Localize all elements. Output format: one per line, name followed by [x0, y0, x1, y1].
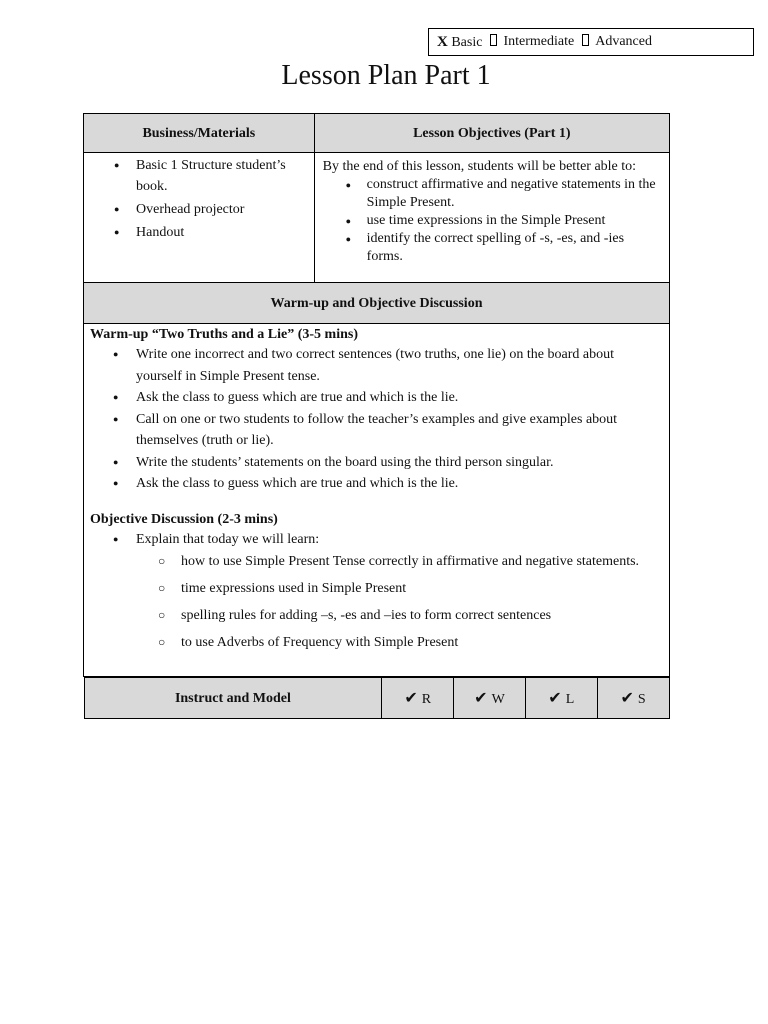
objectives-header: Lesson Objectives (Part 1) — [314, 114, 669, 153]
skill-r — [382, 678, 454, 719]
level-basic[interactable] — [437, 34, 482, 51]
basic-selected-mark: X — [437, 33, 448, 50]
skill-l — [525, 678, 597, 719]
materials-header: Business/Materials — [84, 114, 315, 153]
list-item: ● Basic 1 Structure student’s book. — [85, 155, 313, 197]
list-item: ● Overhead projector — [85, 199, 313, 220]
check-icon: ✔ — [548, 687, 562, 707]
list-item: ○ to use Adverbs of Frequency with Simple Present — [90, 631, 661, 654]
checkbox-icon — [582, 34, 589, 46]
check-icon: ✔ — [404, 687, 418, 707]
list-item: ● Handout — [85, 222, 313, 243]
skill-label: R — [421, 691, 432, 707]
check-icon: ✔ — [474, 687, 488, 707]
list-item: ● Explain that today we will learn: — [90, 529, 661, 551]
skill-label: L — [565, 691, 575, 707]
checkbox-icon — [490, 34, 497, 46]
warmup-header: Warm-up and Objective Discussion — [84, 283, 670, 324]
skill-label: W — [491, 691, 505, 707]
objectives-intro: By the end of this lesson, students will be better able to: — [322, 159, 637, 174]
list-item: ● identify the correct spelling of -s, -es, and -ies forms. — [323, 230, 661, 266]
list-item: ● Call on one or two students to follow the teacher’s examples and give examples about themselves (truth or lie). — [90, 409, 661, 452]
objective-discussion-list — [90, 529, 661, 551]
level-basic-label: Basic — [451, 34, 483, 50]
list-item: ○ spelling rules for adding –s, -es and –ies to form correct sentences — [90, 604, 661, 627]
level-advanced-label: Advanced — [595, 34, 652, 49]
level-advanced[interactable] — [582, 34, 652, 50]
list-item: ● Ask the class to guess which are true and which is the lie. — [90, 387, 661, 409]
list-item: ○ how to use Simple Present Tense correctly in affirmative and negative statements. — [90, 550, 661, 573]
objective-discussion-title: Objective Discussion (2-3 mins) — [90, 511, 278, 527]
materials-list — [85, 155, 313, 243]
skill-s — [597, 678, 669, 719]
list-item: ○ time expressions used in Simple Present — [90, 577, 661, 600]
objectives-cell — [314, 153, 669, 283]
objective-discussion-sublist — [90, 550, 661, 654]
check-icon: ✔ — [620, 687, 634, 707]
level-intermediate[interactable] — [490, 34, 574, 50]
warmup-list — [90, 344, 661, 495]
instruct-row — [84, 677, 670, 720]
instruct-table — [84, 677, 670, 719]
page-title: Lesson Plan Part 1 — [281, 60, 491, 91]
warmup-cell — [84, 324, 670, 677]
skill-w — [454, 678, 526, 719]
list-item: ● Write one incorrect and two correct sentences (two truths, one lie) on the board about yourself in Simple Present tense. — [90, 344, 661, 387]
level-selector — [428, 28, 754, 56]
list-item: ● Ask the class to guess which are true and which is the lie. — [90, 473, 661, 495]
list-item: ● Write the students’ statements on the board using the third person singular. — [90, 452, 661, 474]
list-item: ● use time expressions in the Simple Present — [323, 212, 661, 230]
skill-label: S — [637, 691, 646, 707]
list-item: ● construct affirmative and negative statements in the Simple Present. — [323, 176, 661, 212]
instruct-label: Instruct and Model — [84, 678, 382, 719]
lesson-plan-table — [83, 113, 670, 719]
materials-cell — [84, 153, 315, 283]
objectives-list — [323, 176, 661, 266]
warmup-title: Warm-up “Two Truths and a Lie” (3-5 mins) — [90, 327, 358, 342]
level-intermediate-label: Intermediate — [503, 34, 575, 49]
